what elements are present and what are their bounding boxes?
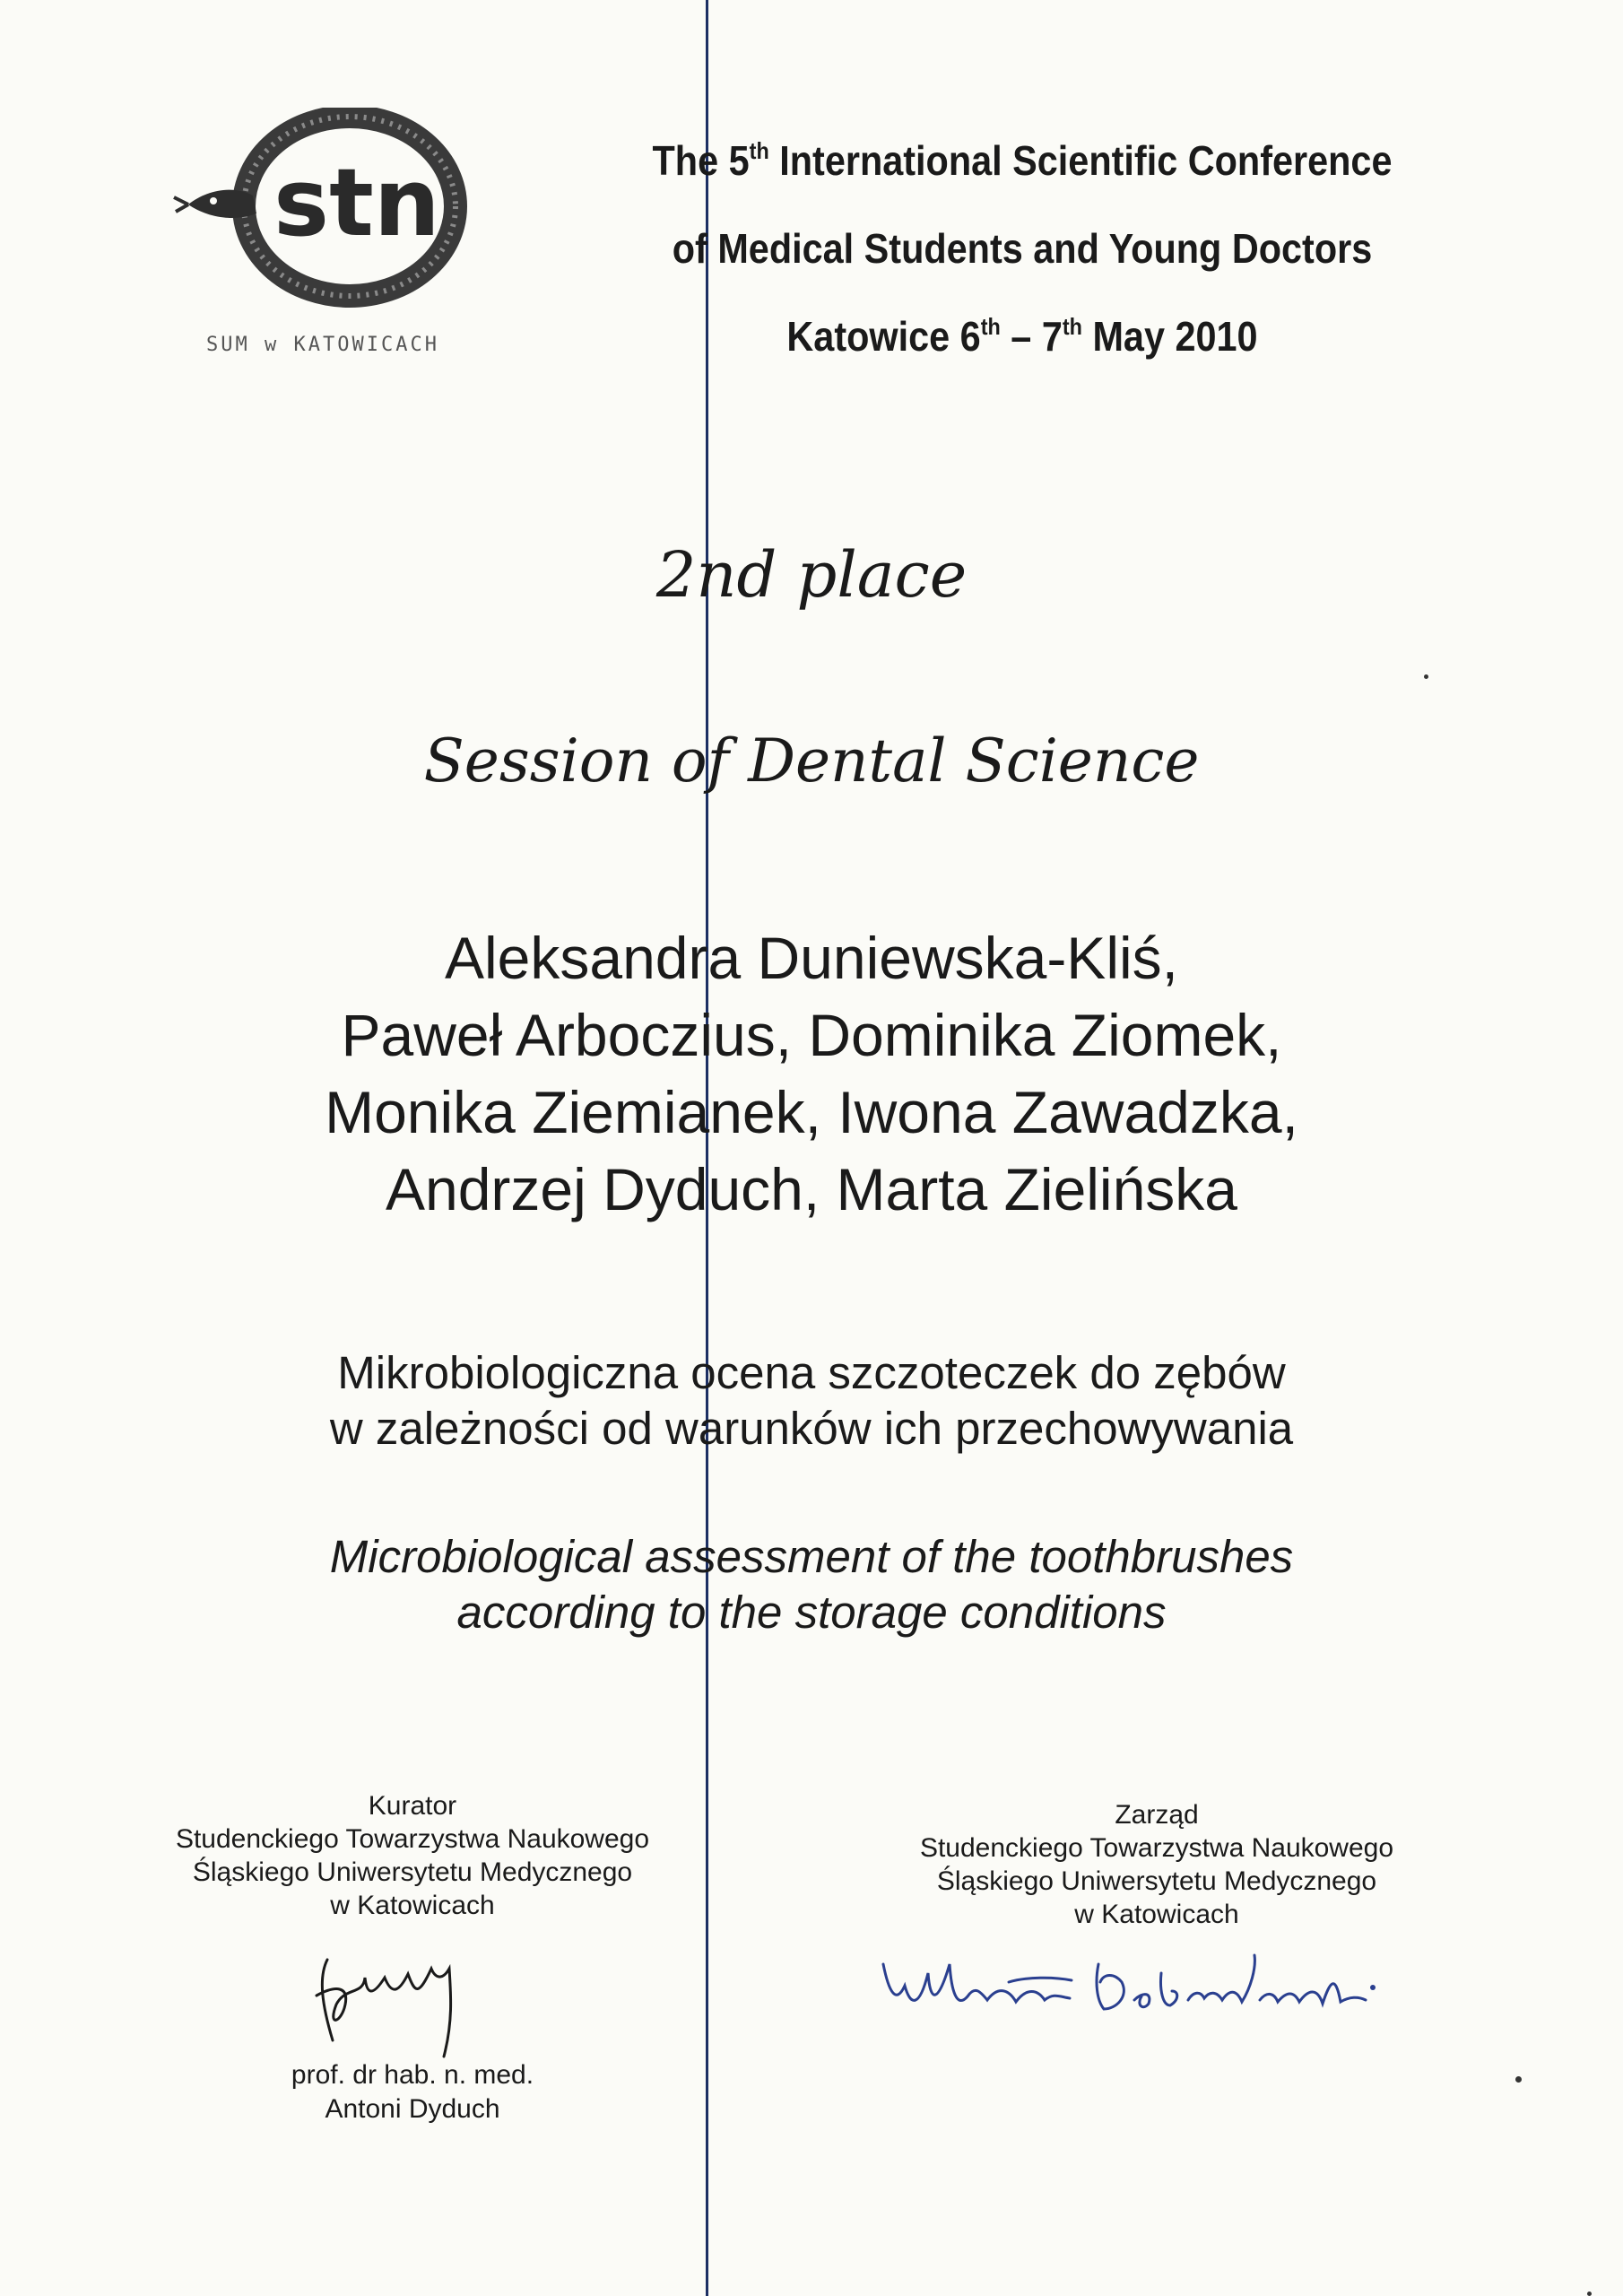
title-english-line: Microbiological assessment of the toothbrushes [329, 1531, 1294, 1582]
signatory-left [103, 1789, 722, 1922]
signatory-left-role: Kurator [368, 1791, 457, 1821]
award-place: 2nd place [655, 538, 968, 612]
signature-left [309, 1942, 516, 2067]
signatory-right [798, 1798, 1515, 1931]
scan-speck [1587, 2292, 1592, 2296]
signatory-right-line: Studenckiego Towarzystwa Naukowego [919, 1833, 1394, 1863]
author-line: Monika Ziemianek, Iwona Zawadzka, [325, 1079, 1298, 1145]
header-line-1: The 5th International Scientific Conference [652, 137, 1393, 184]
title-english-line: according to the storage conditions [456, 1587, 1167, 1638]
authors-list [0, 919, 1623, 1228]
scan-speck [1515, 2076, 1522, 2083]
author-line: Paweł Arboczius, Dominika Ziomek, [341, 1002, 1282, 1068]
logo-caption: SUM w KATOWICACH [206, 334, 439, 356]
award-session: Session of Dental Science [423, 726, 1200, 796]
title-polish-line: w zależności od warunków ich przechowywania [329, 1403, 1294, 1454]
signatory-right-line: w Katowicach [1074, 1900, 1239, 1929]
stn-logo-graphic [170, 108, 475, 332]
title-english [0, 1529, 1623, 1640]
signatory-right-role: Zarząd [1115, 1800, 1199, 1830]
author-line: Andrzej Dyduch, Marta Zielińska [385, 1156, 1238, 1222]
header-line-2: of Medical Students and Young Doctors [672, 225, 1373, 272]
logo-text: stn [273, 148, 440, 257]
scan-speck [1424, 674, 1428, 679]
signatory-left-name [103, 2058, 722, 2126]
signatory-left-line: Śląskiego Uniwersytetu Medycznego [192, 1857, 633, 1887]
signatory-right-line: Śląskiego Uniwersytetu Medycznego [936, 1866, 1377, 1896]
signatory-left-line: w Katowicach [330, 1891, 495, 1920]
signatory-left-line: Studenckiego Towarzystwa Naukowego [175, 1824, 650, 1854]
signature-right [874, 1946, 1385, 2027]
author-line: Aleksandra Duniewska-Kliś, [444, 925, 1178, 991]
title-polish [0, 1345, 1623, 1457]
title-polish-line: Mikrobiologiczna ocena szczoteczek do zębów [337, 1347, 1286, 1398]
conference-header [554, 117, 1490, 380]
header-line-3: Katowice 6th – 7th May 2010 [786, 313, 1258, 360]
signatory-left-person: Antoni Dyduch [325, 2094, 500, 2124]
stn-logo [170, 108, 475, 377]
signatory-left-degree: prof. dr hab. n. med. [291, 2060, 534, 2090]
